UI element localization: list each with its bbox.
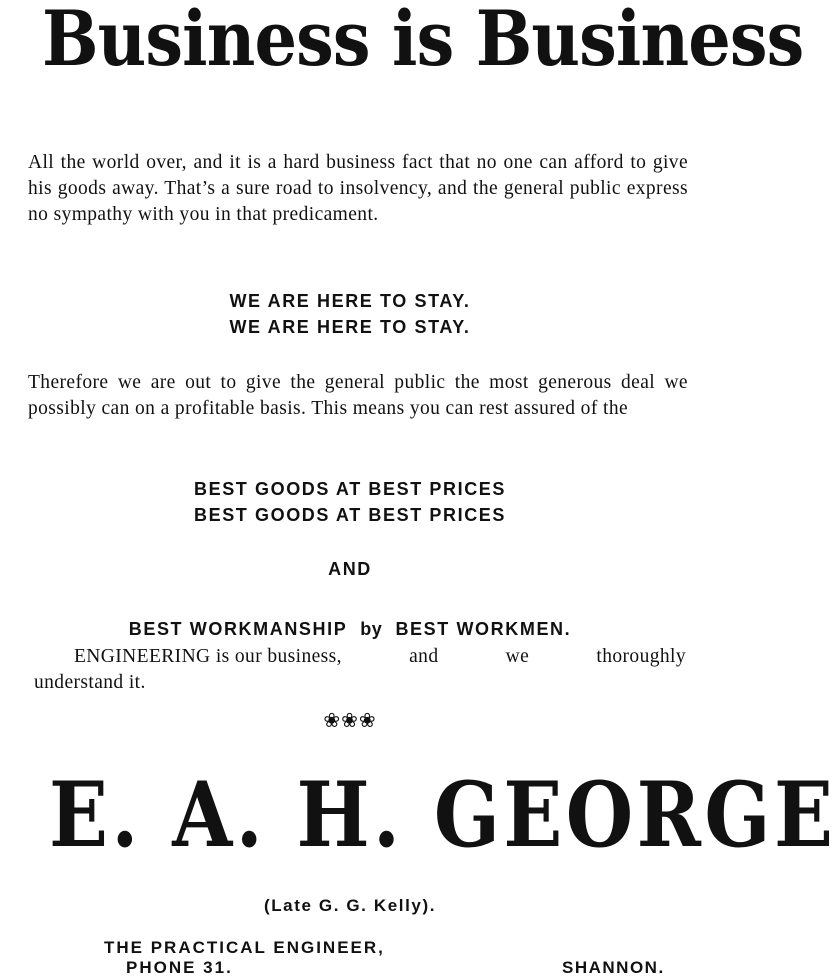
footer-town: SHANNON. bbox=[562, 958, 665, 977]
engineering-line-2: understand it. bbox=[34, 672, 146, 693]
intro-paragraph: All the world over, and it is a hard business fact that no one can afford to give his goods away. That’s a sure road to insolvency, and the general public express no sympathy with you in that predicament. bbox=[28, 152, 688, 225]
engineering-word: thoroughly bbox=[596, 646, 686, 667]
flower-ornament-icon: ❀❀❀ bbox=[323, 708, 377, 732]
footer-phone: PHONE 31. bbox=[126, 958, 233, 977]
workmanship-line bbox=[0, 616, 700, 642]
engineering-word: we bbox=[505, 646, 530, 667]
late-of-line: (Late G. G. Kelly). bbox=[263, 896, 437, 915]
stay-line-2: WE ARE HERE TO STAY. bbox=[229, 317, 471, 337]
workmanship-connector: by bbox=[360, 619, 383, 639]
therefore-paragraph: Therefore we are out to give the general public the most generous deal we possibly can on a profitable basis. This means you can rest assured of the bbox=[28, 372, 688, 419]
best-goods-line-2: BEST GOODS AT BEST PRICES bbox=[193, 505, 507, 525]
stay-line-1: WE ARE HERE TO STAY. bbox=[229, 291, 471, 311]
headline: Business is Business bbox=[42, 0, 804, 83]
footer-left bbox=[104, 938, 385, 978]
and-word: AND bbox=[328, 559, 372, 579]
company-name: E. A. H. GEORGE bbox=[49, 762, 836, 868]
engineering-word: and bbox=[409, 646, 439, 667]
best-goods-line-1: BEST GOODS AT BEST PRICES bbox=[193, 479, 507, 499]
engineering-line-1 bbox=[34, 644, 686, 670]
engineering-word: ENGINEERING is our business, bbox=[74, 646, 342, 667]
workmanship-part-2: BEST WORKMEN. bbox=[395, 619, 572, 639]
engineering-paragraph bbox=[34, 644, 686, 696]
workmanship-part-1: BEST WORKMANSHIP bbox=[128, 619, 348, 639]
footer-title: THE PRACTICAL ENGINEER, bbox=[104, 938, 385, 957]
